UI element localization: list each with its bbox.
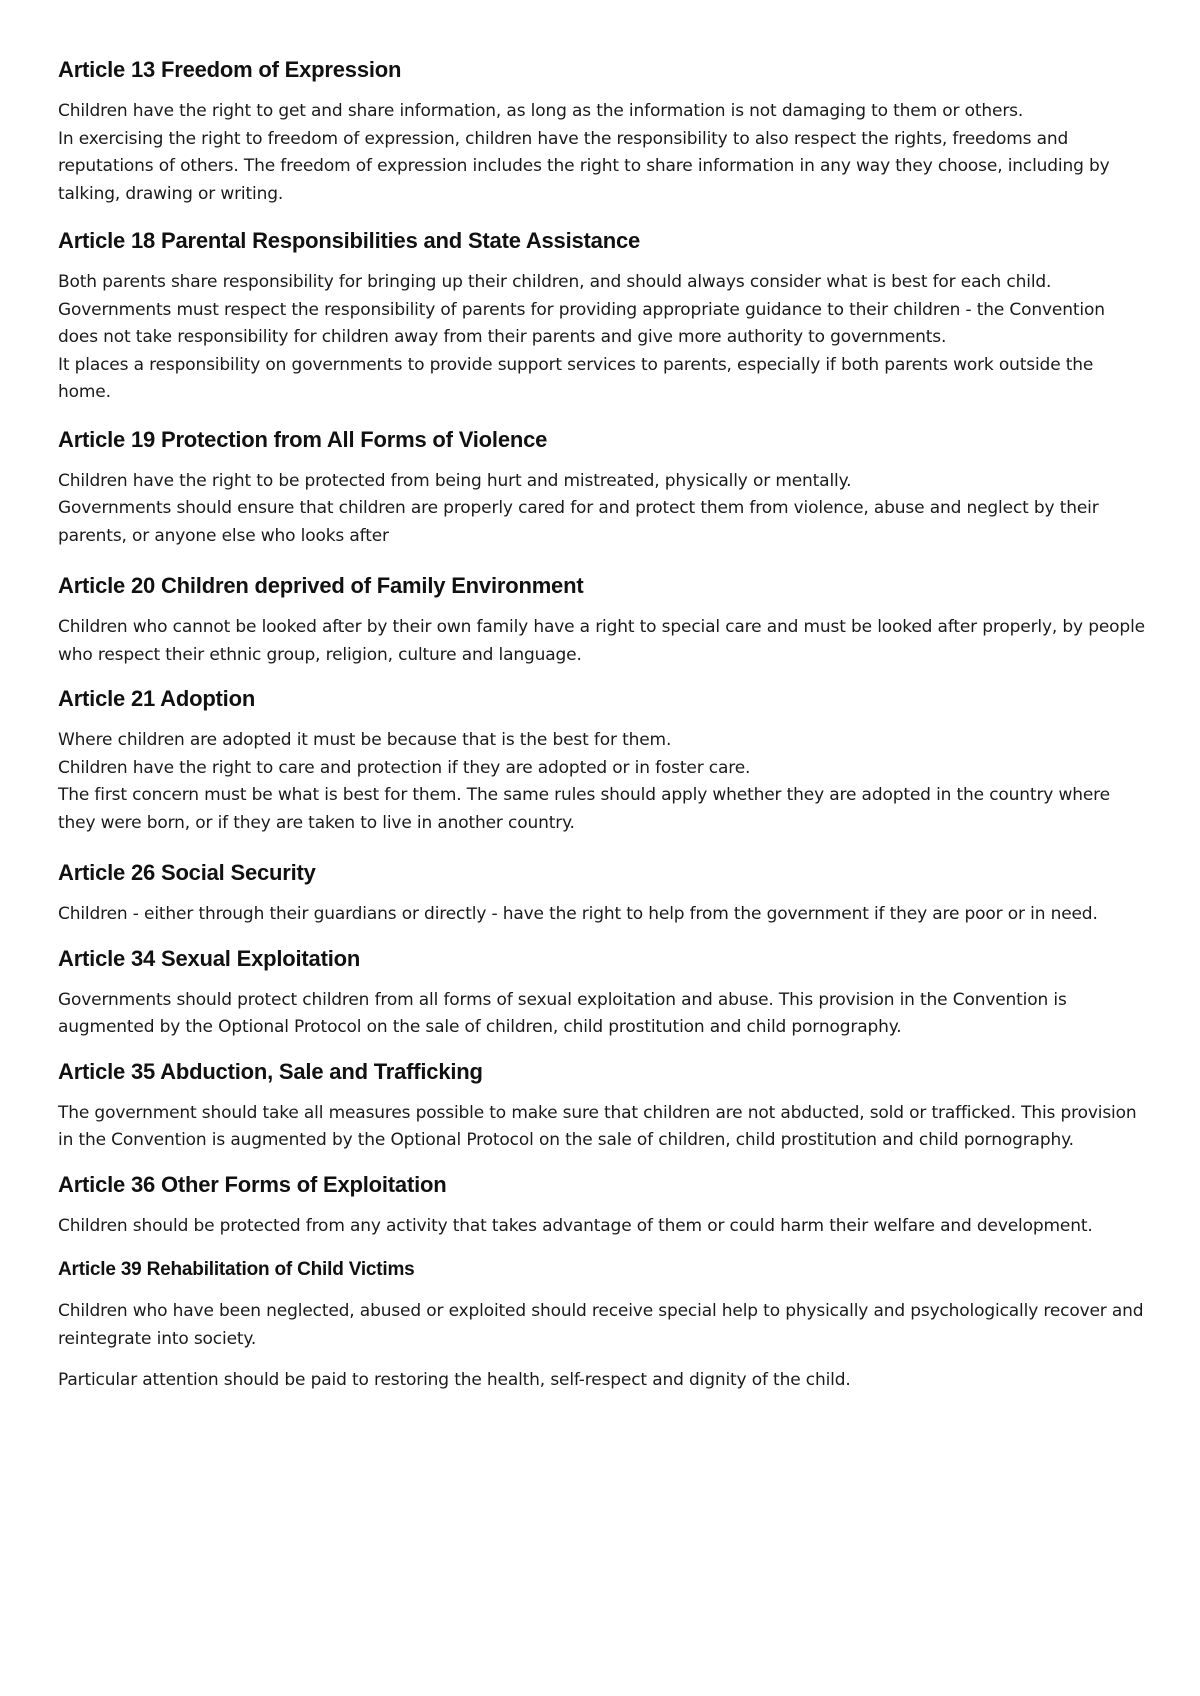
article-34: [58, 945, 1148, 1042]
article-heading: Article 26 Social Security: [58, 860, 316, 885]
article-paragraph: Children who cannot be looked after by their own family have a right to special care and must be looked after properly, by people who respect their ethnic group, religion, culture and language.: [58, 617, 1145, 665]
article-20: [58, 572, 1148, 669]
article-paragraph: Particular attention should be paid to restoring the health, self-respect and dignity of the child.: [58, 1370, 851, 1390]
article-paragraph: In exercising the right to freedom of expression, children have the responsibility to also respect the rights, freedoms and reputations of others. The freedom of expression includes the right to share information in any way they choose, including by talking, drawing or writing.: [58, 128, 1110, 204]
article-paragraph: Children have the right to care and protection if they are adopted or in foster care.: [58, 757, 751, 778]
article-heading: Article 39 Rehabilitation of Child Victims: [58, 1259, 415, 1280]
article-heading: Article 21 Adoption: [58, 686, 256, 711]
document-page: [58, 56, 1148, 1395]
article-39: [58, 1256, 1148, 1395]
article-paragraph: It places a responsibility on governments to provide support services to parents, especially if both parents work outside the home.: [58, 354, 1094, 402]
article-18: [58, 227, 1148, 407]
article-heading: Article 13 Freedom of Expression: [58, 57, 402, 82]
article-19: [58, 426, 1148, 551]
article-paragraph: Both parents share responsibility for bringing up their children, and should always consider what is best for each child.: [58, 272, 1052, 292]
article-21: [58, 685, 1148, 837]
article-paragraph: Children have the right to get and share information, as long as the information is not damaging to them or others.: [58, 101, 1024, 121]
article-35: [58, 1058, 1148, 1155]
article-paragraph: Children have the right to be protected from being hurt and mistreated, physically or mentally.: [58, 470, 852, 491]
article-heading: Article 18 Parental Responsibilities and State Assistance: [58, 228, 641, 253]
article-36: [58, 1171, 1148, 1241]
article-paragraph: Where children are adopted it must be because that is the best for them.: [58, 730, 672, 750]
article-13: [58, 56, 1148, 208]
article-paragraph: The first concern must be what is best for them. The same rules should apply whether they are adopted in the country where they were born, or if they are taken to live in another country.: [58, 785, 1110, 833]
article-heading: Article 36 Other Forms of Exploitation: [58, 1171, 447, 1197]
article-heading: Article 35 Abduction, Sale and Trafficking: [58, 1058, 483, 1084]
article-paragraph: Governments should ensure that children are properly cared for and protect them from violence, abuse and neglect by their parents, or anyone else who looks after: [58, 498, 1099, 546]
article-paragraph: Governments should protect children from all forms of sexual exploitation and abuse. This provision in the Convention is augmented by the Optional Protocol on the sale of children, child prostitution and child pornography.: [58, 989, 1067, 1037]
article-paragraph: The government should take all measures possible to make sure that children are not abducted, sold or trafficked. This provision in the Convention is augmented by the Optional Protocol on the sale of children, child prostitution and child pornography.: [58, 1102, 1137, 1150]
article-paragraph: Children should be protected from any activity that takes advantage of them or could harm their welfare and development.: [58, 1215, 1093, 1236]
article-heading: Article 20 Children deprived of Family Environment: [58, 573, 584, 598]
article-paragraph: Children who have been neglected, abused or exploited should receive special help to physically and psychologically recover and reintegrate into society.: [58, 1301, 1144, 1349]
article-26: [58, 859, 1148, 929]
article-heading: Article 19 Protection from All Forms of Violence: [58, 426, 548, 452]
article-heading: Article 34 Sexual Exploitation: [58, 945, 361, 971]
article-paragraph: Governments must respect the responsibility of parents for providing appropriate guidance to their children - the Convention does not take responsibility for children away from their parents and give more authority to governments.: [58, 299, 1105, 347]
article-paragraph: Children - either through their guardians or directly - have the right to help from the government if they are poor or in need.: [58, 904, 1098, 924]
